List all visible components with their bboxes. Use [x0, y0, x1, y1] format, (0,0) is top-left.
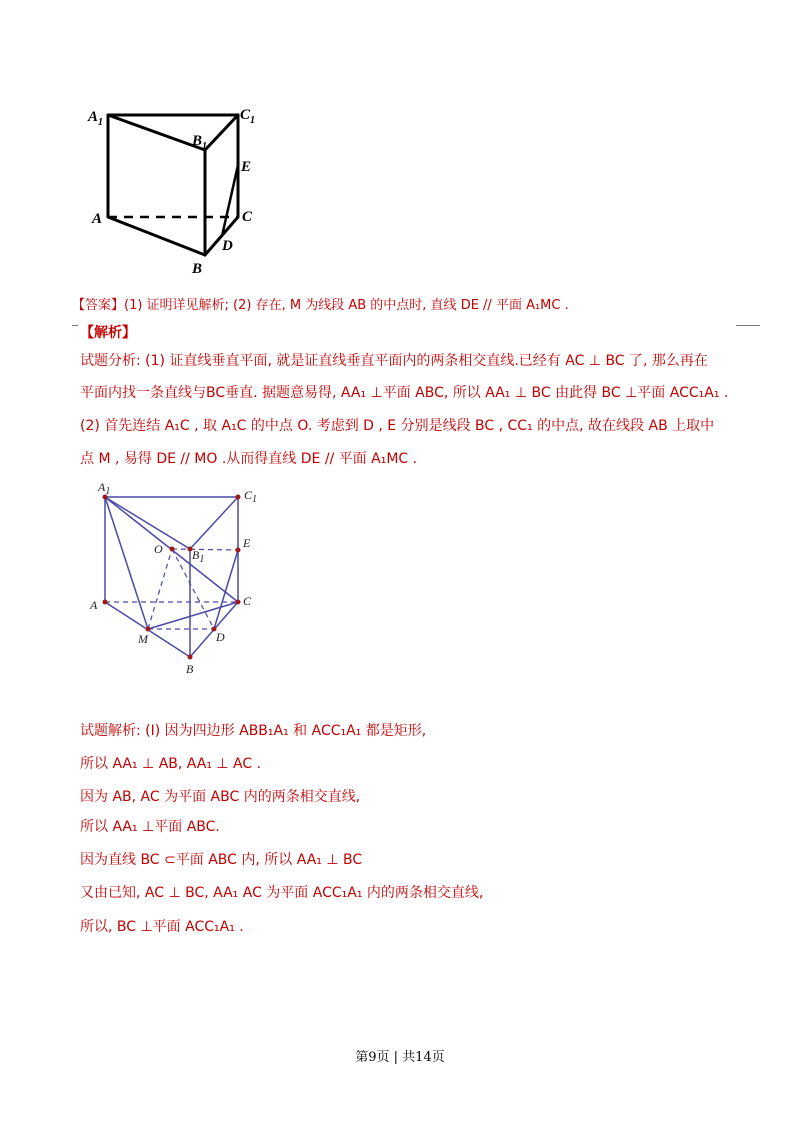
fig2-label-E: E [243, 536, 251, 550]
solution-line-2: 所以 AA₁ ⊥ AB, AA₁ ⊥ AC . [80, 756, 262, 772]
label-B: B [192, 261, 203, 277]
label-B1: $B_1$ [192, 133, 208, 152]
label-C1: $C_1$ [240, 107, 256, 126]
solution-line-7: 所以, BC ⊥平面 ACC₁A₁ . [80, 919, 244, 935]
fig2-label-B1: $B_1$ [192, 548, 205, 565]
label-E: E [241, 159, 252, 175]
analysis-header: 【解析】 [80, 325, 136, 341]
solution-line-6: 又由已知, AC ⊥ BC, AA₁ AC 为平面 ACC₁A₁ 内的两条相交直线, [80, 885, 484, 901]
fig2-label-C: C [243, 594, 252, 608]
analysis-line-4: 点 M , 易得 DE // MO .从而得直线 DE // 平面 A₁MC . [80, 451, 418, 467]
label-C: C [242, 209, 253, 225]
fig2-label-D: D [216, 630, 225, 644]
solution-line-5: 因为直线 BC ⊂平面 ABC 内, 所以 AA₁ ⊥ BC [80, 852, 363, 868]
prism-figure-1 [80, 95, 270, 280]
fig2-label-M: M [138, 632, 148, 646]
fig2-label-C1: $C_1$ [244, 488, 258, 505]
fig2-label-B: B [186, 662, 194, 676]
analysis-line-3: (2) 首先连结 A₁C , 取 A₁C 的中点 O. 考虑到 D , E 分别是线段 BC , CC₁ 的中点, 故在线段 AB 上取中 [80, 418, 715, 434]
prism-figure-2 [80, 477, 280, 677]
fig2-label-O: O [154, 542, 163, 556]
solution-line-3: 因为 AB, AC 为平面 ABC 内的两条相交直线, [80, 789, 361, 805]
label-A: A [92, 211, 103, 227]
solution-line-1: 试题解析: (I) 因为四边形 ABB₁A₁ 和 ACC₁A₁ 都是矩形, [80, 723, 427, 739]
fig2-label-A: A [90, 598, 98, 612]
analysis-line-2: 平面内找一条直线与BC垂直. 据题意易得, AA₁ ⊥平面 ABC, 所以 AA₁ ⊥ BC 由此得 BC ⊥平面 ACC₁A₁ . [80, 385, 729, 401]
label-A1: $A_1$ [88, 109, 104, 128]
analysis-line-1: 试题分析: (1) 证直线垂直平面, 就是证直线垂直平面内的两条相交直线.已经有 AC ⊥ BC 了, 那么再在 [80, 353, 708, 369]
divider-right [736, 325, 760, 326]
label-D: D [222, 238, 233, 254]
answer-line: 【答案】(1) 证明详见解析; (2) 存在, M 为线段 AB 的中点时, 直线 DE // 平面 A₁MC . [72, 298, 569, 313]
solution-line-4: 所以 AA₁ ⊥平面 ABC. [80, 819, 220, 835]
fig2-label-A1: $A_1$ [98, 480, 111, 497]
divider-left [72, 325, 78, 326]
page-footer: 第9页 | 共14页 [355, 1050, 445, 1065]
